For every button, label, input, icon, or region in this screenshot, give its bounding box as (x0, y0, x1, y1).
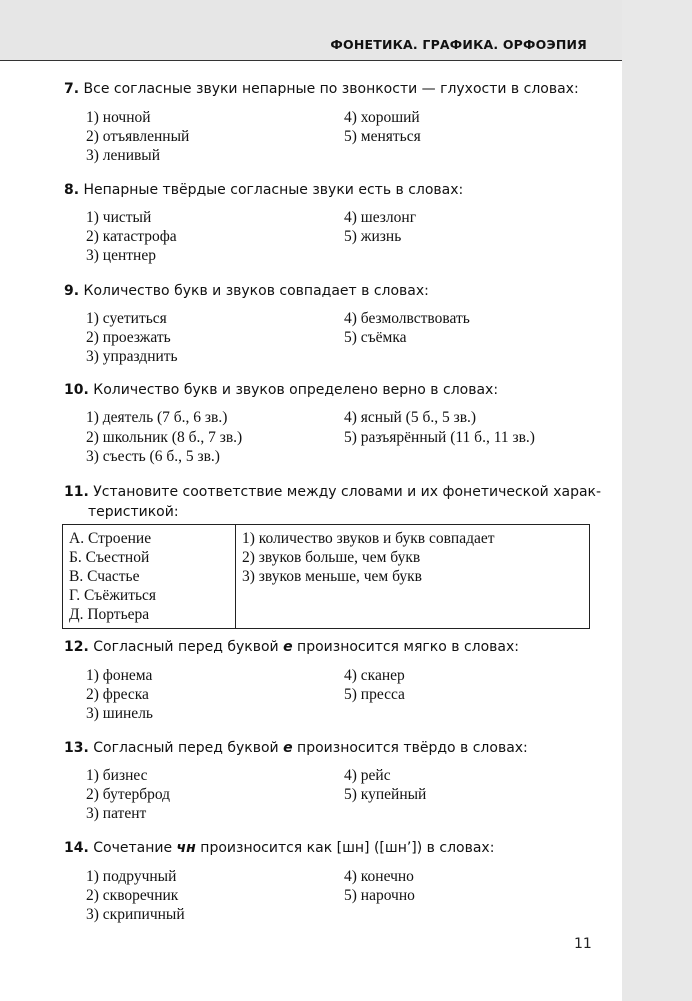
keyword: е (283, 740, 293, 756)
option: 2) проезжать (86, 329, 171, 346)
question-number: 12. (64, 639, 89, 655)
section-title: ФОНЕТИКА. ГРАФИКА. ОРФОЭПИЯ (330, 37, 587, 52)
word-item: Б. Съестной (69, 549, 150, 566)
option: 1) бизнес (86, 767, 148, 784)
word-item: Д. Портьера (69, 606, 150, 623)
characteristics-column (236, 525, 590, 629)
option: 4) безмолвствовать (344, 310, 470, 327)
question-number: 9. (64, 283, 80, 299)
option: 1) чистый (86, 209, 152, 226)
option: 2) скворечник (86, 887, 179, 904)
question-number: 7. (64, 81, 80, 97)
page-number: 11 (574, 936, 592, 952)
option: 1) деятель (7 б., 6 зв.) (86, 409, 228, 426)
option: 3) центнер (86, 247, 156, 264)
option: 5) разъярённый (11 б., 11 зв.) (344, 429, 535, 446)
question-number: 10. (64, 382, 89, 398)
option: 1) суетиться (86, 310, 167, 327)
keyword: е (283, 639, 293, 655)
option: 2) фреска (86, 686, 149, 703)
option: 4) хороший (344, 109, 420, 126)
question-text: Согласный перед буквой (93, 740, 284, 756)
question-text: произносится как [шн] ([шн’]) в словах: (195, 840, 495, 856)
word-item: Г. Съёжиться (69, 587, 157, 604)
option: 5) жизнь (344, 228, 402, 245)
option: 4) ясный (5 б., 5 зв.) (344, 409, 477, 426)
question-7 (64, 79, 604, 99)
option: 3) съесть (6 б., 5 зв.) (86, 448, 220, 465)
matching-table (62, 524, 590, 629)
question-10 (64, 380, 604, 400)
option: 5) купейный (344, 786, 427, 803)
option: 4) шезлонг (344, 209, 417, 226)
option: 3) скрипичный (86, 906, 185, 923)
option: 4) рейс (344, 767, 391, 784)
option: 3) упразднить (86, 348, 178, 365)
words-column (63, 525, 236, 629)
word-item: В. Счастье (69, 568, 140, 585)
question-text: Количество букв и звуков определено верно в словах: (93, 382, 499, 398)
question-number: 8. (64, 182, 80, 198)
option: 5) нарочно (344, 887, 415, 904)
question-number: 13. (64, 740, 89, 756)
option: 2) катастрофа (86, 228, 177, 245)
characteristic-item: 2) звуков больше, чем букв (242, 549, 421, 566)
option: 2) отъявленный (86, 128, 190, 145)
option: 4) конечно (344, 868, 414, 885)
option: 5) съёмка (344, 329, 407, 346)
word-item: А. Строение (69, 530, 152, 547)
question-text: Все согласные звуки непарные по звонкости — глухости в словах: (83, 81, 579, 97)
question-text: Установите соответствие между словами и их фонетической харак- (93, 484, 602, 500)
question-text: Непарные твёрдые согласные звуки есть в словах: (83, 182, 464, 198)
question-text: Количество букв и звуков совпадает в словах: (83, 283, 429, 299)
option: 1) подручный (86, 868, 177, 885)
question-text: произносится мягко в словах: (292, 639, 519, 655)
question-12 (64, 637, 604, 657)
question-8 (64, 180, 604, 200)
option: 2) школьник (8 б., 7 зв.) (86, 429, 243, 446)
question-11 (64, 482, 604, 522)
option: 1) ночной (86, 109, 151, 126)
characteristic-item: 3) звуков меньше, чем букв (242, 568, 423, 585)
option: 3) ленивый (86, 147, 161, 164)
option: 5) пресса (344, 686, 405, 703)
option: 3) патент (86, 805, 147, 822)
question-text: произносится твёрдо в словах: (292, 740, 528, 756)
question-number: 14. (64, 840, 89, 856)
option: 2) бутерброд (86, 786, 171, 803)
characteristic-item: 1) количество звуков и букв совпадает (242, 530, 495, 547)
page-edge (622, 0, 692, 1001)
option: 1) фонема (86, 667, 153, 684)
question-13 (64, 738, 604, 758)
question-14 (64, 838, 604, 858)
question-text-continuation: теристикой: (88, 504, 179, 520)
keyword: чн (176, 840, 196, 856)
question-text: Сочетание (93, 840, 177, 856)
running-header (0, 0, 622, 61)
question-9 (64, 281, 604, 301)
question-number: 11. (64, 484, 89, 500)
question-text: Согласный перед буквой (93, 639, 284, 655)
option: 3) шинель (86, 705, 153, 722)
option: 4) сканер (344, 667, 405, 684)
option: 5) меняться (344, 128, 421, 145)
